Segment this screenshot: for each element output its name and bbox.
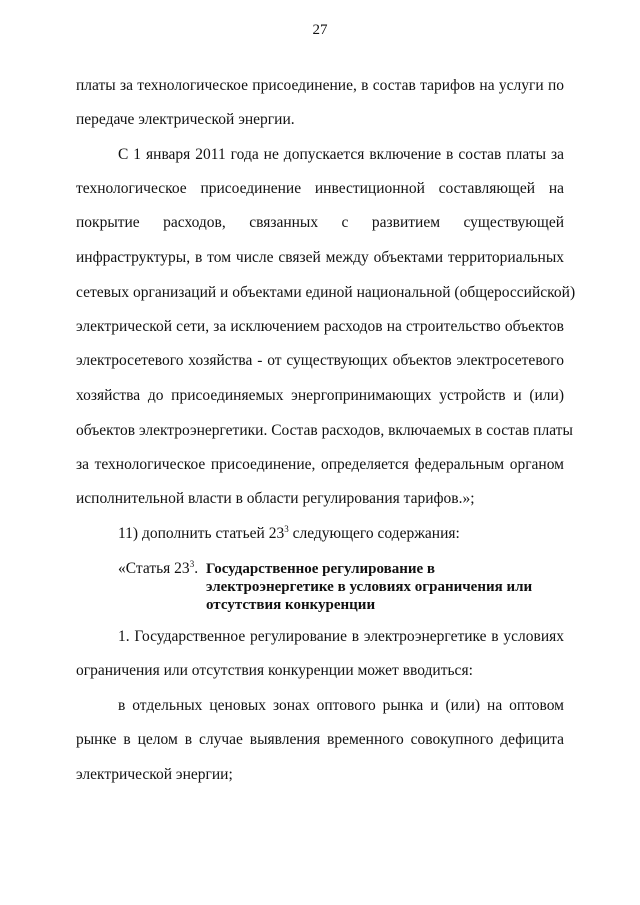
- superscript: 3: [284, 524, 289, 534]
- text-line: покрытие расходов, связанных с развитием существующей: [76, 214, 564, 231]
- article-title-line: электроэнергетике в условиях ограничения или: [206, 579, 533, 595]
- article-title-line: Государственное регулирование в: [206, 561, 436, 577]
- text-line: технологическое присоединение инвестиционной составляющей на: [76, 180, 564, 197]
- text-line: сетевых организаций и объектами единой национальной (общероссийской): [76, 284, 576, 301]
- text-line: 1. Государственное регулирование в электроэнергетике в условиях: [118, 628, 564, 645]
- text-line: рынке в целом в случае выявления временного совокупного дефицита: [76, 731, 564, 748]
- text-line: в отдельных ценовых зонах оптового рынка и (или) на оптовом: [118, 697, 564, 714]
- text-line: хозяйства до присоединяемых энергопринимающих устройств и (или): [76, 387, 564, 404]
- text-line: исполнительной власти в области регулирования тарифов.»;: [76, 490, 475, 507]
- text-line: электросетевого хозяйства - от существующих объектов электросетевого: [76, 352, 564, 369]
- paragraph-3: [118, 524, 460, 544]
- text-line: передаче электрической энергии.: [76, 111, 295, 128]
- page-number: 27: [312, 22, 328, 38]
- article-title: [206, 560, 556, 614]
- text-line: электрической энергии;: [76, 766, 233, 783]
- text-line: объектов электроэнергетики. Состав расходов, включаемых в состав платы: [76, 422, 573, 439]
- article-label: [118, 559, 198, 579]
- amendment-text-suffix: следующего содержания:: [288, 525, 460, 542]
- article-title-line: отсутствия конкуренции: [206, 597, 376, 613]
- text-line: электрической сети, за исключением расходов на строительство объектов: [76, 318, 564, 335]
- text-line: за технологическое присоединение, определяется федеральным органом: [76, 456, 564, 473]
- text-line: С 1 января 2011 года не допускается включение в состав платы за: [118, 146, 564, 163]
- text-line: инфраструктуры, в том числе связей между объектами территориальных: [76, 249, 564, 266]
- article-label-suffix: .: [194, 560, 199, 577]
- superscript: 3: [189, 559, 195, 569]
- amendment-text: 11) дополнить статьей 23: [118, 525, 285, 542]
- text-line: ограничения или отсутствия конкуренции может вводиться:: [76, 662, 473, 679]
- text-line: платы за технологическое присоединение, в состав тарифов на услуги по: [76, 77, 564, 94]
- article-label-prefix: «Статья 23: [118, 560, 190, 577]
